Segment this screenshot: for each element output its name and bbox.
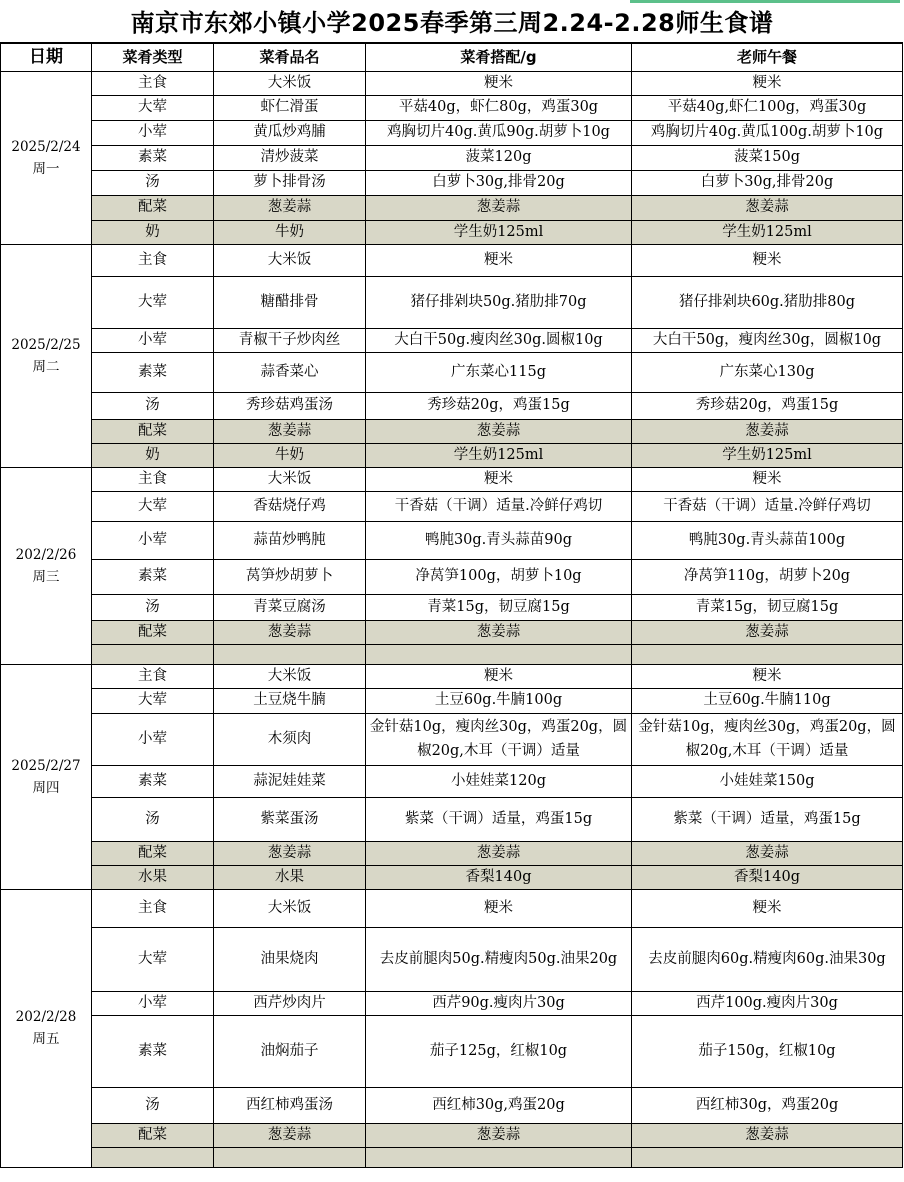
- menu-row: [1, 688, 903, 713]
- top-accent-line: [630, 0, 900, 3]
- menu-row: [1, 467, 903, 491]
- student-ingredients-cell: 学生奶125ml: [366, 220, 632, 244]
- dish-name-cell: 葱姜蒜: [214, 195, 366, 220]
- teacher-lunch-cell: 粳米: [632, 664, 903, 688]
- student-ingredients-cell: 紫菜（干调）适量，鸡蛋15g: [366, 797, 632, 841]
- student-ingredients-cell: 茄子125g，红椒10g: [366, 1015, 632, 1087]
- day-date-cell: [1, 889, 92, 1167]
- menu-row: [1, 841, 903, 865]
- student-ingredients-cell: 秀珍菇20g，鸡蛋15g: [366, 392, 632, 419]
- menu-row: [1, 419, 903, 443]
- menu-table: [0, 42, 903, 1168]
- student-ingredients-cell: 白萝卜30g,排骨20g: [366, 170, 632, 195]
- dish-type-cell: 大荤: [92, 927, 214, 991]
- teacher-lunch-cell: 去皮前腿肉60g.精瘦肉60g.油果30g: [632, 927, 903, 991]
- menu-row: [1, 991, 903, 1015]
- header-dish-type: 菜肴类型: [92, 43, 214, 71]
- student-ingredients-cell: 西红柿30g,鸡蛋20g: [366, 1087, 632, 1123]
- menu-row: [1, 1123, 903, 1147]
- menu-row: [1, 328, 903, 352]
- header-dish-name: 菜肴品名: [214, 43, 366, 71]
- menu-row: [1, 521, 903, 559]
- dish-type-cell: 素菜: [92, 559, 214, 594]
- teacher-lunch-cell: 白萝卜30g,排骨20g: [632, 170, 903, 195]
- student-ingredients-cell: 粳米: [366, 664, 632, 688]
- student-ingredients-cell: 粳米: [366, 71, 632, 95]
- dish-type-cell: 配菜: [92, 620, 214, 644]
- dish-name-cell: 水果: [214, 865, 366, 889]
- date-text: 2025/2/24: [11, 138, 81, 155]
- dish-type-cell: 大荤: [92, 276, 214, 328]
- teacher-lunch-cell: 西芹100g.瘦肉片30g: [632, 991, 903, 1015]
- dish-type-cell: 汤: [92, 797, 214, 841]
- student-ingredients-cell: 金针菇10g，瘦肉丝30g，鸡蛋20g，圆椒20g,木耳（干调）适量: [366, 713, 632, 765]
- dish-name-cell: 葱姜蒜: [214, 419, 366, 443]
- student-ingredients-cell: 粳米: [366, 889, 632, 927]
- teacher-lunch-cell: 金针菇10g，瘦肉丝30g，鸡蛋20g，圆椒20g,木耳（干调）适量: [632, 713, 903, 765]
- day-date-cell: [1, 664, 92, 889]
- dish-type-cell: 小荤: [92, 713, 214, 765]
- day-date-cell: [1, 467, 92, 664]
- day-date-cell: [1, 244, 92, 467]
- dish-type-cell: 小荤: [92, 328, 214, 352]
- dish-type-cell: 主食: [92, 889, 214, 927]
- page-title: 南京市东郊小镇小学2025春季第三周2.24-2.28师生食谱: [130, 9, 774, 37]
- student-ingredients-cell: [366, 644, 632, 664]
- dish-name-cell: 油果烧肉: [214, 927, 366, 991]
- dish-type-cell: 小荤: [92, 120, 214, 145]
- student-ingredients-cell: 西芹90g.瘦肉片30g: [366, 991, 632, 1015]
- teacher-lunch-cell: 葱姜蒜: [632, 1123, 903, 1147]
- menu-row: [1, 145, 903, 170]
- menu-row: [1, 620, 903, 644]
- dish-name-cell: [214, 1147, 366, 1167]
- menu-row: [1, 797, 903, 841]
- dish-name-cell: 大米饭: [214, 467, 366, 491]
- dish-type-cell: 奶: [92, 220, 214, 244]
- dish-type-cell: 奶: [92, 443, 214, 467]
- teacher-lunch-cell: 葱姜蒜: [632, 841, 903, 865]
- menu-row: [1, 71, 903, 95]
- dish-name-cell: 糖醋排骨: [214, 276, 366, 328]
- menu-row: [1, 170, 903, 195]
- teacher-lunch-cell: 猪仔排剁块60g.猪肋排80g: [632, 276, 903, 328]
- teacher-lunch-cell: 粳米: [632, 71, 903, 95]
- teacher-lunch-cell: 土豆60g.牛腩110g: [632, 688, 903, 713]
- student-ingredients-cell: 青菜15g，韧豆腐15g: [366, 594, 632, 620]
- menu-row: [1, 927, 903, 991]
- teacher-lunch-cell: 秀珍菇20g，鸡蛋15g: [632, 392, 903, 419]
- student-ingredients-cell: 葱姜蒜: [366, 419, 632, 443]
- dish-type-cell: 配菜: [92, 841, 214, 865]
- teacher-lunch-cell: 小娃娃菜150g: [632, 765, 903, 797]
- teacher-lunch-cell: 粳米: [632, 467, 903, 491]
- teacher-lunch-cell: 学生奶125ml: [632, 443, 903, 467]
- header-teacher-lunch: 老师午餐: [632, 43, 903, 71]
- student-ingredients-cell: 葱姜蒜: [366, 841, 632, 865]
- dish-name-cell: 清炒菠菜: [214, 145, 366, 170]
- student-ingredients-cell: 平菇40g，虾仁80g，鸡蛋30g: [366, 95, 632, 120]
- menu-row: [1, 195, 903, 220]
- truncated-text: 干香菇（干调）适量.冷鲜仔鸡切: [394, 497, 603, 514]
- dish-type-cell: 大荤: [92, 491, 214, 521]
- weekday-text: 周五: [32, 1031, 60, 1047]
- student-ingredients-cell: 净莴笋100g，胡萝卜10g: [366, 559, 632, 594]
- menu-row: [1, 1015, 903, 1087]
- student-ingredients-cell: 大白干50g.瘦肉丝30g.圆椒10g: [366, 328, 632, 352]
- student-ingredients-cell: [366, 491, 632, 521]
- student-ingredients-cell: 菠菜120g: [366, 145, 632, 170]
- dish-type-cell: 大荤: [92, 688, 214, 713]
- menu-row: [1, 392, 903, 419]
- dish-name-cell: 蒜泥娃娃菜: [214, 765, 366, 797]
- teacher-lunch-cell: 葱姜蒜: [632, 620, 903, 644]
- header-student-ingredients: 菜肴搭配/g: [366, 43, 632, 71]
- dish-type-cell: 主食: [92, 71, 214, 95]
- student-ingredients-cell: 粳米: [366, 467, 632, 491]
- dish-type-cell: 汤: [92, 1087, 214, 1123]
- teacher-lunch-cell: 香梨140g: [632, 865, 903, 889]
- student-ingredients-cell: 广东菜心115g: [366, 352, 632, 392]
- header-row: [1, 43, 903, 71]
- teacher-lunch-cell: 茄子150g，红椒10g: [632, 1015, 903, 1087]
- teacher-lunch-cell: 学生奶125ml: [632, 220, 903, 244]
- dish-name-cell: 大米饭: [214, 889, 366, 927]
- student-ingredients-cell: 小娃娃菜120g: [366, 765, 632, 797]
- teacher-lunch-cell: 紫菜（干调）适量，鸡蛋15g: [632, 797, 903, 841]
- date-text: 2025/2/27: [11, 757, 81, 774]
- menu-row: [1, 220, 903, 244]
- student-ingredients-cell: 鸭肫30g.青头蒜苗90g: [366, 521, 632, 559]
- menu-row: [1, 95, 903, 120]
- dish-type-cell: 汤: [92, 392, 214, 419]
- dish-name-cell: 牛奶: [214, 220, 366, 244]
- dish-name-cell: 葱姜蒜: [214, 620, 366, 644]
- dish-name-cell: 黄瓜炒鸡脯: [214, 120, 366, 145]
- teacher-lunch-cell: 青菜15g，韧豆腐15g: [632, 594, 903, 620]
- student-ingredients-cell: 葱姜蒜: [366, 620, 632, 644]
- dish-type-cell: 配菜: [92, 419, 214, 443]
- menu-row: [1, 1147, 903, 1167]
- menu-row: [1, 491, 903, 521]
- student-ingredients-cell: 粳米: [366, 244, 632, 276]
- teacher-lunch-cell: 菠菜150g: [632, 145, 903, 170]
- weekday-text: 周二: [32, 358, 60, 375]
- dish-type-cell: [92, 1147, 214, 1167]
- menu-row: [1, 594, 903, 620]
- student-ingredients-cell: 葱姜蒜: [366, 1123, 632, 1147]
- date-text: 202/2/26: [15, 546, 77, 563]
- date-text: 2025/2/25: [11, 336, 81, 353]
- dish-name-cell: 秀珍菇鸡蛋汤: [214, 392, 366, 419]
- teacher-lunch-cell: 葱姜蒜: [632, 419, 903, 443]
- dish-name-cell: [214, 644, 366, 664]
- menu-row: [1, 244, 903, 276]
- dish-type-cell: 汤: [92, 170, 214, 195]
- dish-type-cell: 素菜: [92, 765, 214, 797]
- dish-type-cell: 素菜: [92, 145, 214, 170]
- menu-row: [1, 664, 903, 688]
- day-date-cell: [1, 71, 92, 244]
- menu-body: [1, 71, 903, 1167]
- dish-name-cell: 大米饭: [214, 71, 366, 95]
- dish-name-cell: 大米饭: [214, 664, 366, 688]
- dish-type-cell: 小荤: [92, 991, 214, 1015]
- teacher-lunch-cell: 粳米: [632, 244, 903, 276]
- truncated-text: 干香菇（干调）适量.冷鲜仔鸡切: [663, 497, 871, 514]
- dish-type-cell: 小荤: [92, 521, 214, 559]
- dish-name-cell: 牛奶: [214, 443, 366, 467]
- student-ingredients-cell: 去皮前腿肉50g.精瘦肉50g.油果20g: [366, 927, 632, 991]
- dish-name-cell: 萝卜排骨汤: [214, 170, 366, 195]
- menu-row: [1, 352, 903, 392]
- menu-row: [1, 120, 903, 145]
- student-ingredients-cell: 鸡胸切片40g.黄瓜90g.胡萝卜10g: [366, 120, 632, 145]
- teacher-lunch-cell: 鸭肫30g.青头蒜苗100g: [632, 521, 903, 559]
- dish-name-cell: 西红柿鸡蛋汤: [214, 1087, 366, 1123]
- dish-name-cell: 青椒干子炒肉丝: [214, 328, 366, 352]
- dish-type-cell: 配菜: [92, 1123, 214, 1147]
- teacher-lunch-cell: [632, 1147, 903, 1167]
- weekday-text: 周四: [32, 779, 60, 796]
- teacher-lunch-cell: 西红柿30g，鸡蛋20g: [632, 1087, 903, 1123]
- dish-name-cell: 土豆烧牛腩: [214, 688, 366, 713]
- dish-name-cell: 葱姜蒜: [214, 841, 366, 865]
- dish-name-cell: 蒜香菜心: [214, 352, 366, 392]
- menu-row: [1, 443, 903, 467]
- teacher-lunch-cell: 广东菜心130g: [632, 352, 903, 392]
- dish-type-cell: 素菜: [92, 352, 214, 392]
- dish-type-cell: 水果: [92, 865, 214, 889]
- dish-type-cell: 配菜: [92, 195, 214, 220]
- teacher-lunch-cell: 粳米: [632, 889, 903, 927]
- teacher-lunch-cell: [632, 644, 903, 664]
- menu-row: [1, 765, 903, 797]
- date-text: 202/2/28: [15, 1009, 77, 1025]
- dish-name-cell: 油焖茄子: [214, 1015, 366, 1087]
- menu-row: [1, 713, 903, 765]
- student-ingredients-cell: 学生奶125ml: [366, 443, 632, 467]
- teacher-lunch-cell: 净莴笋110g，胡萝卜20g: [632, 559, 903, 594]
- dish-type-cell: 主食: [92, 664, 214, 688]
- dish-type-cell: 大荤: [92, 95, 214, 120]
- dish-name-cell: 虾仁滑蛋: [214, 95, 366, 120]
- dish-type-cell: 汤: [92, 594, 214, 620]
- teacher-lunch-cell: 鸡胸切片40g.黄瓜100g.胡萝卜10g: [632, 120, 903, 145]
- teacher-lunch-cell: [632, 491, 903, 521]
- dish-name-cell: 葱姜蒜: [214, 1123, 366, 1147]
- teacher-lunch-cell: 大白干50g，瘦肉丝30g，圆椒10g: [632, 328, 903, 352]
- dish-name-cell: 香菇烧仔鸡: [214, 491, 366, 521]
- student-ingredients-cell: 葱姜蒜: [366, 195, 632, 220]
- menu-row: [1, 889, 903, 927]
- dish-name-cell: 紫菜蛋汤: [214, 797, 366, 841]
- dish-name-cell: 木须肉: [214, 713, 366, 765]
- header-date: 日期: [1, 43, 92, 71]
- student-ingredients-cell: 香梨140g: [366, 865, 632, 889]
- dish-type-cell: 素菜: [92, 1015, 214, 1087]
- menu-row: [1, 644, 903, 664]
- dish-name-cell: 西芹炒肉片: [214, 991, 366, 1015]
- weekday-text: 周一: [32, 160, 60, 177]
- student-ingredients-cell: 猪仔排剁块50g.猪肋排70g: [366, 276, 632, 328]
- dish-type-cell: [92, 644, 214, 664]
- menu-row: [1, 1087, 903, 1123]
- dish-type-cell: 主食: [92, 467, 214, 491]
- menu-row: [1, 865, 903, 889]
- teacher-lunch-cell: 平菇40g,虾仁100g，鸡蛋30g: [632, 95, 903, 120]
- dish-name-cell: 莴笋炒胡萝卜: [214, 559, 366, 594]
- dish-name-cell: 蒜苗炒鸭肫: [214, 521, 366, 559]
- dish-type-cell: 主食: [92, 244, 214, 276]
- student-ingredients-cell: [366, 1147, 632, 1167]
- menu-row: [1, 276, 903, 328]
- menu-row: [1, 559, 903, 594]
- student-ingredients-cell: 土豆60g.牛腩100g: [366, 688, 632, 713]
- dish-name-cell: 青菜豆腐汤: [214, 594, 366, 620]
- teacher-lunch-cell: 葱姜蒜: [632, 195, 903, 220]
- dish-name-cell: 大米饭: [214, 244, 366, 276]
- weekday-text: 周三: [32, 568, 60, 585]
